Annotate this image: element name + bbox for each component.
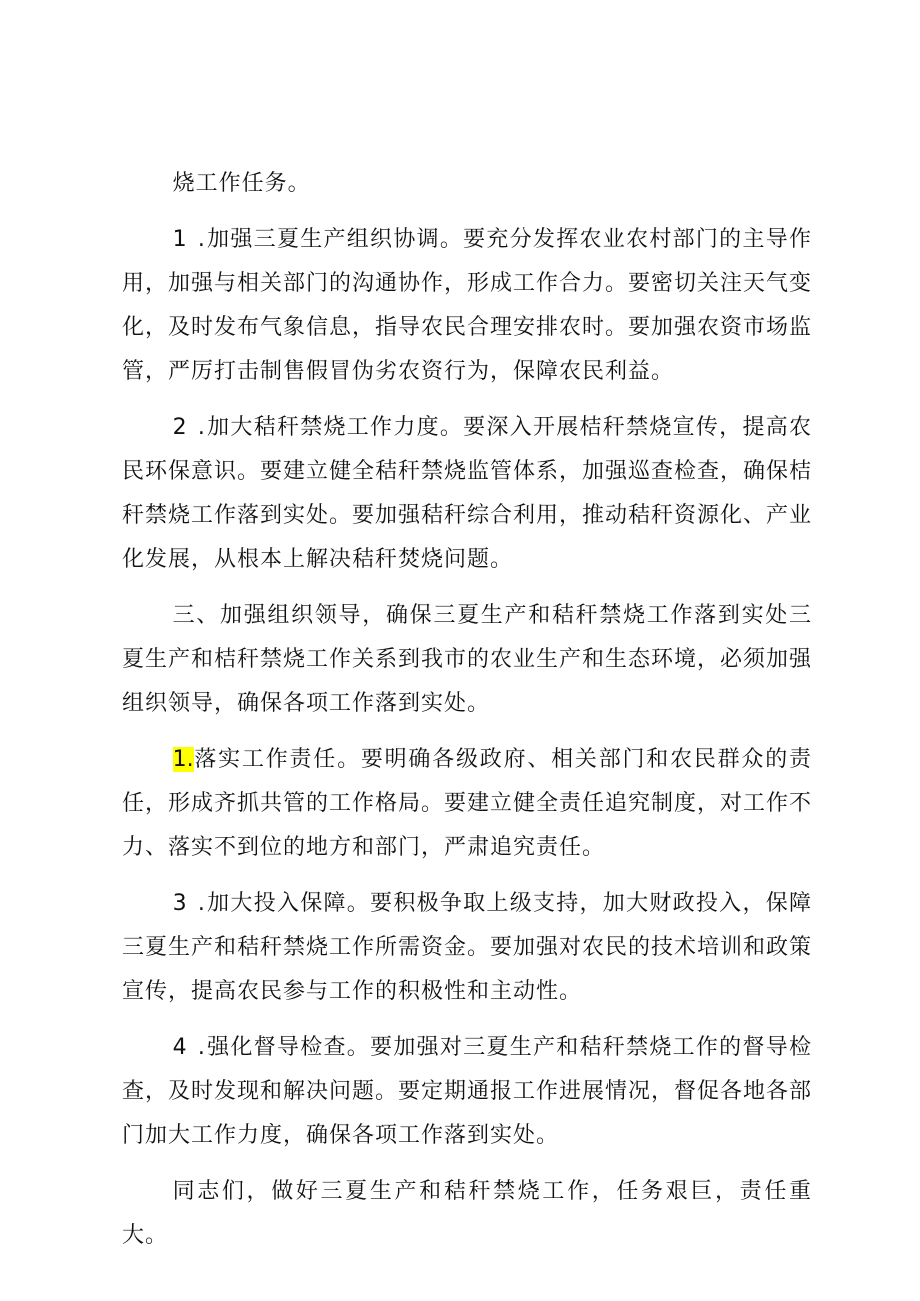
highlighted-list-number: 1.: [172, 747, 194, 772]
paragraph-text: 落实工作责任。要明确各级政府、相关部门和农民群众的责任，形成齐抓共管的工作格局。要建立健全责任追究制度，对工作不力、落实不到位的地方和部门，严肃追究责任。: [122, 747, 813, 860]
paragraph-item-2: [122, 406, 812, 582]
list-number: 3 .: [172, 891, 207, 916]
paragraph-continuation: [122, 162, 812, 206]
paragraph-text: 同志们，做好三夏生产和秸秆禁烧工作，任务艰巨，责任重大。: [122, 1179, 812, 1248]
paragraph-text: 加大秸秆禁烧工作力度。要深入开展桔秆禁烧宣传，提高农民环保意识。要建立健全秸秆禁烧监管体系，加强巡查检查，确保桔秆禁烧工作落到实处。要加强秸秆综合利用，推动秸秆资源化、产业化发展，从根本上解决秸秆焚烧问题。: [122, 415, 813, 572]
list-number: 1 .: [172, 227, 207, 252]
document-body: [122, 162, 812, 1270]
list-number: 2 .: [172, 415, 207, 440]
list-number: 4 .: [172, 1035, 207, 1060]
section-heading-paragraph: [122, 594, 812, 726]
paragraph-text: 加大投入保障。要积极争取上级支持，加大财政投入，保障三夏生产和秸秆禁烧工作所需资金。要加强对农民的技术培训和政策宣传，提高农民参与工作的积极性和主动性。: [122, 891, 813, 1004]
paragraph-text: 强化督导检查。要加强对三夏生产和秸秆禁烧工作的督导检查，及时发现和解决问题。要定期通报工作进展情况，督促各地各部门加大工作力度，确保各项工作落到实处。: [122, 1035, 813, 1148]
paragraph-item-3: [122, 882, 812, 1014]
paragraph-item-1: [122, 218, 812, 394]
paragraph-text: 三、加强组织领导，确保三夏生产和秸秆禁烧工作落到实处三夏生产和桔秆禁烧工作关系到我市的农业生产和生态环境，必须加强组织领导，确保各项工作落到实处。: [122, 603, 813, 716]
paragraph-item-1-highlighted: [122, 738, 812, 870]
paragraph-item-4: [122, 1026, 812, 1158]
paragraph-text: 烧工作任务。: [172, 171, 311, 196]
paragraph-text: 加强三夏生产组织协调。要充分发挥农业农村部门的主导作用，加强与相关部门的沟通协作，形成工作合力。要密切关注天气变化，及时发布气象信息，指导农民合理安排农时。要加强农资市场监管，严厉打击制售假冒伪劣农资行为，保障农民利益。: [122, 227, 813, 384]
closing-paragraph: [122, 1170, 812, 1258]
